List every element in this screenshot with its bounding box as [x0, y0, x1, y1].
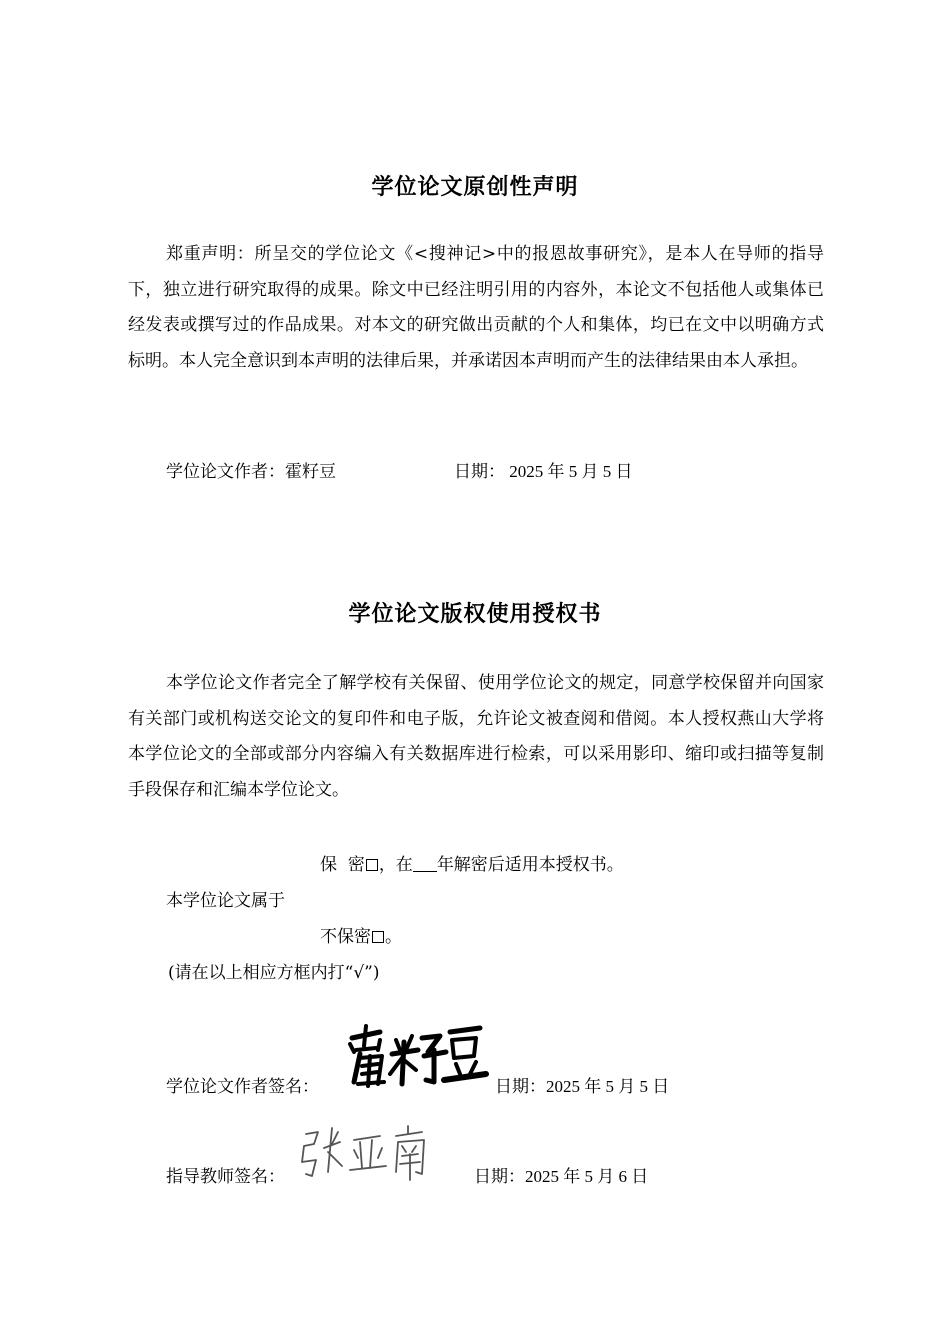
declaration-date-value: 2025 年 5 月 5 日 — [509, 462, 633, 481]
declaration-body: 郑重声明：所呈交的学位论文《<搜神记>中的报恩故事研究》，是本人在导师的指导下，独立进行研究取得的成果。除文中已经注明引用的内容外，本论文不包括他人或集体已经发表或撰写过的作品成果。对本文的研究做出贡献的个人和集体，均已在文中以明确方式标明。本人完全意识到本声明的法律后果，并承诺因本声明而产生的法律结果由本人承担。 — [128, 244, 824, 371]
declaration-author-name: 霍籽豆 — [285, 462, 336, 482]
authorization-title: 学位论文版权使用授权书 — [348, 602, 602, 627]
confidential-suffix-text: 年解密后适用本授权书。 — [436, 855, 624, 875]
declaration-title: 学位论文原创性声明 — [371, 175, 579, 200]
checkbox-instruction: (请在以上相应方框内打“√”) — [168, 963, 380, 983]
confidential-checkbox[interactable] — [366, 859, 378, 871]
declassify-year-blank[interactable] — [413, 855, 437, 872]
advisor-sign-label: 指导教师签名： — [166, 1167, 285, 1187]
declaration-author-line — [166, 457, 336, 482]
declaration-date-line — [454, 457, 633, 482]
nonconfidential-checkbox[interactable] — [372, 931, 384, 943]
nonconfidential-option — [320, 922, 402, 947]
author-signature — [340, 1020, 490, 1096]
confidential-option — [320, 850, 624, 875]
advisor-sign-date: 日期：2025 年 5 月 6 日 — [474, 1167, 649, 1186]
belongs-label: 本学位论文属于 — [166, 891, 285, 911]
author-sign-label: 学位论文作者签名： — [166, 1077, 319, 1097]
nonconfidential-suffix: 。 — [385, 927, 402, 947]
confidential-label: 保 密 — [320, 855, 365, 875]
author-sign-date: 日期：2025 年 5 月 5 日 — [495, 1077, 670, 1096]
advisor-signature — [298, 1122, 438, 1184]
confidential-mid-text: ，在 — [378, 855, 413, 875]
nonconfidential-label: 不保密 — [320, 927, 371, 947]
authorization-body: 本学位论文作者完全了解学校有关保留、使用学位论文的规定，同意学校保留并向国家有关部门或机构送交论文的复印件和电子版，允许论文被查阅和借阅。本人授权燕山大学将本学位论文的全部或部分内容编入有关数据库进行检索，可以采用影印、缩印或扫描等复制手段保存和汇编本学位论文。 — [128, 673, 824, 800]
declaration-author-label: 学位论文作者： — [166, 462, 285, 482]
declaration-date-label: 日期： — [454, 462, 505, 481]
